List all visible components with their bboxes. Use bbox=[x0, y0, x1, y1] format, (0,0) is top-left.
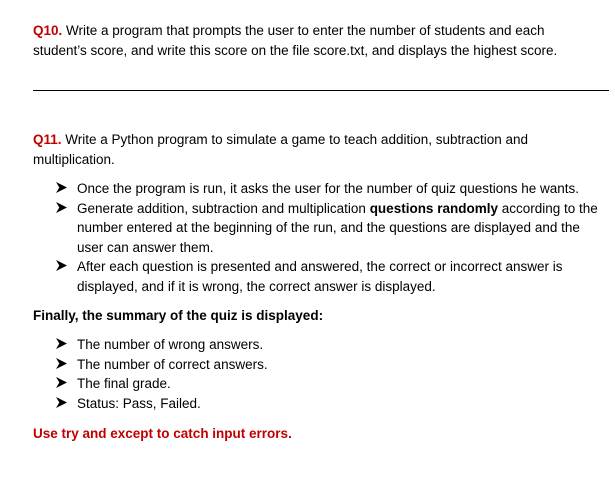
question-11 bbox=[33, 130, 598, 170]
list-item bbox=[56, 335, 604, 355]
arrowhead-bullet-icon bbox=[56, 338, 67, 349]
list-item-text: The number of correct answers. bbox=[77, 356, 268, 372]
list-item-emphasis: questions randomly bbox=[369, 200, 498, 216]
arrowhead-bullet-icon bbox=[56, 202, 67, 213]
list-item-text: After each question is presented and answered, the correct or incorrect answer is displayed, and if it is wrong, the correct answer is displayed. bbox=[77, 259, 563, 294]
closing-note: Use try and except to catch input errors. bbox=[33, 426, 292, 441]
question-11-text: Write a Python program to simulate a game to teach addition, subtraction and multiplication. bbox=[33, 132, 529, 167]
list-item-text: The number of wrong answers. bbox=[77, 337, 264, 352]
list-item bbox=[56, 355, 604, 375]
requirements-list bbox=[56, 179, 604, 296]
question-10 bbox=[33, 21, 598, 61]
summary-heading: Finally, the summary of the quiz is displayed: bbox=[33, 308, 324, 323]
summary-list bbox=[56, 335, 604, 413]
section-divider bbox=[33, 90, 609, 91]
arrowhead-bullet-icon bbox=[56, 182, 67, 193]
list-item-text: Status: Pass, Failed. bbox=[77, 395, 201, 411]
question-11-number: Q11. bbox=[33, 132, 62, 147]
arrowhead-bullet-icon bbox=[56, 397, 67, 408]
list-item bbox=[56, 374, 604, 394]
arrowhead-bullet-icon bbox=[56, 377, 67, 388]
list-item bbox=[56, 257, 604, 296]
list-item-text: The final grade. bbox=[77, 376, 171, 391]
question-10-number: Q10. bbox=[33, 23, 63, 38]
question-10-text: Write a program that prompts the user to enter the number of students and each student’s score, and write this score on the file score.txt, and displays the highest score. bbox=[33, 23, 558, 58]
list-item bbox=[56, 179, 604, 199]
arrowhead-bullet-icon bbox=[56, 260, 67, 271]
list-item bbox=[56, 394, 604, 414]
arrowhead-bullet-icon bbox=[56, 358, 67, 369]
list-item-text: according to the number entered at the beginning of the run, and the questions are displayed and the user can answer them. bbox=[77, 200, 598, 255]
list-item bbox=[56, 199, 604, 258]
list-item-text: Once the program is run, it asks the user for the number of quiz questions he wants. bbox=[77, 181, 580, 196]
list-item-text: Generate addition, subtraction and multiplication bbox=[77, 200, 370, 216]
